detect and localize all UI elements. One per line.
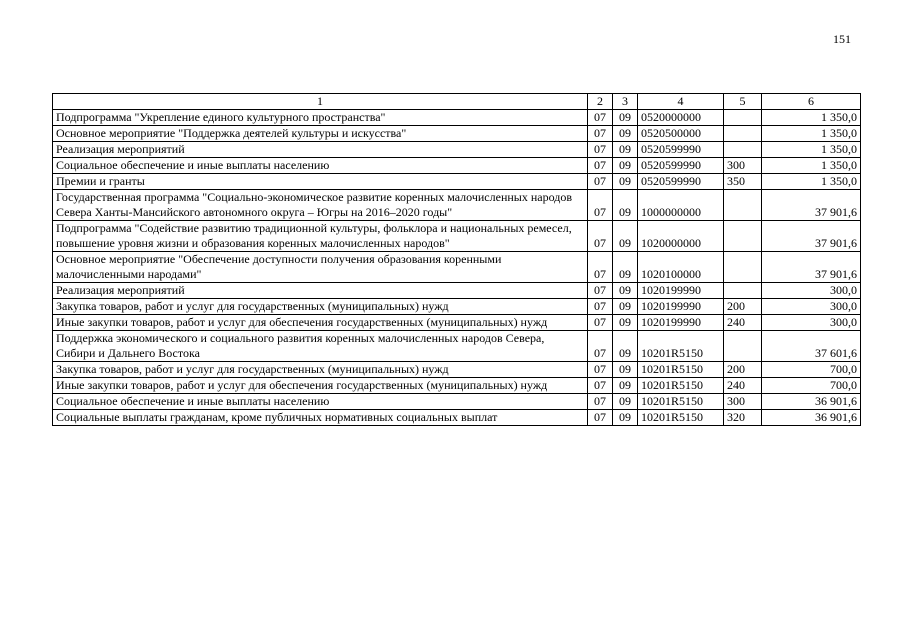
row-section: 07 xyxy=(588,142,613,158)
row-subsection: 09 xyxy=(613,252,638,283)
row-target-code: 10201R5150 xyxy=(638,394,724,410)
row-expense-type xyxy=(724,252,762,283)
row-name: Реализация мероприятий xyxy=(53,142,588,158)
row-amount: 1 350,0 xyxy=(762,142,861,158)
table-row xyxy=(53,142,861,158)
row-amount: 37 601,6 xyxy=(762,331,861,362)
row-name: Государственная программа "Социально-экономическое развитие коренных малочисленных народов Севера Ханты-Мансийского автономного округа – Югры на 2016–2020 годы" xyxy=(53,190,588,221)
row-name: Подпрограмма "Укрепление единого культурного пространства" xyxy=(53,110,588,126)
row-section: 07 xyxy=(588,110,613,126)
row-subsection: 09 xyxy=(613,299,638,315)
row-expense-type: 320 xyxy=(724,410,762,426)
row-section: 07 xyxy=(588,252,613,283)
row-target-code: 0520500000 xyxy=(638,126,724,142)
row-expense-type xyxy=(724,190,762,221)
table-row xyxy=(53,362,861,378)
table-row xyxy=(53,221,861,252)
table-row xyxy=(53,252,861,283)
column-header: 2 xyxy=(588,94,613,110)
row-amount: 300,0 xyxy=(762,299,861,315)
page-number: 151 xyxy=(833,32,851,46)
row-target-code: 1020100000 xyxy=(638,252,724,283)
row-expense-type xyxy=(724,142,762,158)
table-row xyxy=(53,378,861,394)
row-name: Премии и гранты xyxy=(53,174,588,190)
row-amount: 300,0 xyxy=(762,283,861,299)
row-subsection: 09 xyxy=(613,315,638,331)
row-section: 07 xyxy=(588,378,613,394)
row-subsection: 09 xyxy=(613,190,638,221)
row-amount: 300,0 xyxy=(762,315,861,331)
row-section: 07 xyxy=(588,410,613,426)
row-expense-type: 240 xyxy=(724,315,762,331)
table-row xyxy=(53,126,861,142)
row-amount: 1 350,0 xyxy=(762,174,861,190)
row-subsection: 09 xyxy=(613,378,638,394)
row-amount: 1 350,0 xyxy=(762,110,861,126)
row-amount: 37 901,6 xyxy=(762,190,861,221)
row-target-code: 0520599990 xyxy=(638,142,724,158)
row-name: Закупка товаров, работ и услуг для государственных (муниципальных) нужд xyxy=(53,362,588,378)
row-name: Закупка товаров, работ и услуг для государственных (муниципальных) нужд xyxy=(53,299,588,315)
row-section: 07 xyxy=(588,158,613,174)
row-section: 07 xyxy=(588,394,613,410)
row-subsection: 09 xyxy=(613,174,638,190)
row-name: Основное мероприятие "Поддержка деятелей культуры и искусства" xyxy=(53,126,588,142)
table-row xyxy=(53,190,861,221)
table-row xyxy=(53,299,861,315)
row-expense-type: 200 xyxy=(724,362,762,378)
row-section: 07 xyxy=(588,299,613,315)
row-target-code: 10201R5150 xyxy=(638,331,724,362)
row-target-code: 10201R5150 xyxy=(638,410,724,426)
row-target-code: 10201R5150 xyxy=(638,362,724,378)
row-subsection: 09 xyxy=(613,126,638,142)
budget-table xyxy=(52,93,861,426)
row-expense-type xyxy=(724,126,762,142)
table-row xyxy=(53,315,861,331)
row-name: Социальное обеспечение и иные выплаты населению xyxy=(53,158,588,174)
row-subsection: 09 xyxy=(613,110,638,126)
row-target-code: 1020199990 xyxy=(638,315,724,331)
column-header: 4 xyxy=(638,94,724,110)
row-section: 07 xyxy=(588,126,613,142)
table-header-row xyxy=(53,94,861,110)
row-subsection: 09 xyxy=(613,394,638,410)
row-expense-type: 350 xyxy=(724,174,762,190)
table-row xyxy=(53,331,861,362)
row-expense-type xyxy=(724,221,762,252)
row-target-code: 1020000000 xyxy=(638,221,724,252)
column-header: 5 xyxy=(724,94,762,110)
row-section: 07 xyxy=(588,283,613,299)
column-header: 1 xyxy=(53,94,588,110)
row-amount: 1 350,0 xyxy=(762,126,861,142)
row-amount: 37 901,6 xyxy=(762,221,861,252)
row-amount: 700,0 xyxy=(762,362,861,378)
row-target-code: 10201R5150 xyxy=(638,378,724,394)
row-amount: 36 901,6 xyxy=(762,394,861,410)
row-name: Социальное обеспечение и иные выплаты населению xyxy=(53,394,588,410)
row-name: Основное мероприятие "Обеспечение доступности получения образования коренными малочисленными народами" xyxy=(53,252,588,283)
row-subsection: 09 xyxy=(613,410,638,426)
row-amount: 1 350,0 xyxy=(762,158,861,174)
row-target-code: 1020199990 xyxy=(638,283,724,299)
row-subsection: 09 xyxy=(613,158,638,174)
row-expense-type xyxy=(724,110,762,126)
row-name: Поддержка экономического и социального развития коренных малочисленных народов Севера, Сибири и Дальнего Востока xyxy=(53,331,588,362)
row-section: 07 xyxy=(588,190,613,221)
row-target-code: 1020199990 xyxy=(638,299,724,315)
row-name: Иные закупки товаров, работ и услуг для обеспечения государственных (муниципальных) нужд xyxy=(53,315,588,331)
row-target-code: 1000000000 xyxy=(638,190,724,221)
row-target-code: 0520599990 xyxy=(638,158,724,174)
row-target-code: 0520000000 xyxy=(638,110,724,126)
row-section: 07 xyxy=(588,331,613,362)
row-section: 07 xyxy=(588,174,613,190)
row-expense-type xyxy=(724,331,762,362)
row-subsection: 09 xyxy=(613,283,638,299)
row-section: 07 xyxy=(588,315,613,331)
row-amount: 700,0 xyxy=(762,378,861,394)
row-subsection: 09 xyxy=(613,221,638,252)
column-header: 6 xyxy=(762,94,861,110)
table-row xyxy=(53,394,861,410)
row-subsection: 09 xyxy=(613,362,638,378)
table-row xyxy=(53,110,861,126)
row-name: Реализация мероприятий xyxy=(53,283,588,299)
row-subsection: 09 xyxy=(613,142,638,158)
row-section: 07 xyxy=(588,362,613,378)
row-amount: 37 901,6 xyxy=(762,252,861,283)
row-expense-type: 300 xyxy=(724,394,762,410)
row-expense-type: 240 xyxy=(724,378,762,394)
row-name: Социальные выплаты гражданам, кроме публичных нормативных социальных выплат xyxy=(53,410,588,426)
table-row xyxy=(53,158,861,174)
column-header: 3 xyxy=(613,94,638,110)
row-subsection: 09 xyxy=(613,331,638,362)
row-name: Иные закупки товаров, работ и услуг для обеспечения государственных (муниципальных) нужд xyxy=(53,378,588,394)
row-expense-type xyxy=(724,283,762,299)
row-expense-type: 200 xyxy=(724,299,762,315)
row-amount: 36 901,6 xyxy=(762,410,861,426)
row-expense-type: 300 xyxy=(724,158,762,174)
table-row xyxy=(53,283,861,299)
table-row xyxy=(53,174,861,190)
row-target-code: 0520599990 xyxy=(638,174,724,190)
row-section: 07 xyxy=(588,221,613,252)
table-row xyxy=(53,410,861,426)
row-name: Подпрограмма "Содействие развитию традиционной культуры, фольклора и национальных ремесел, повышение уровня жизни и образования коренных малочисленных народов" xyxy=(53,221,588,252)
